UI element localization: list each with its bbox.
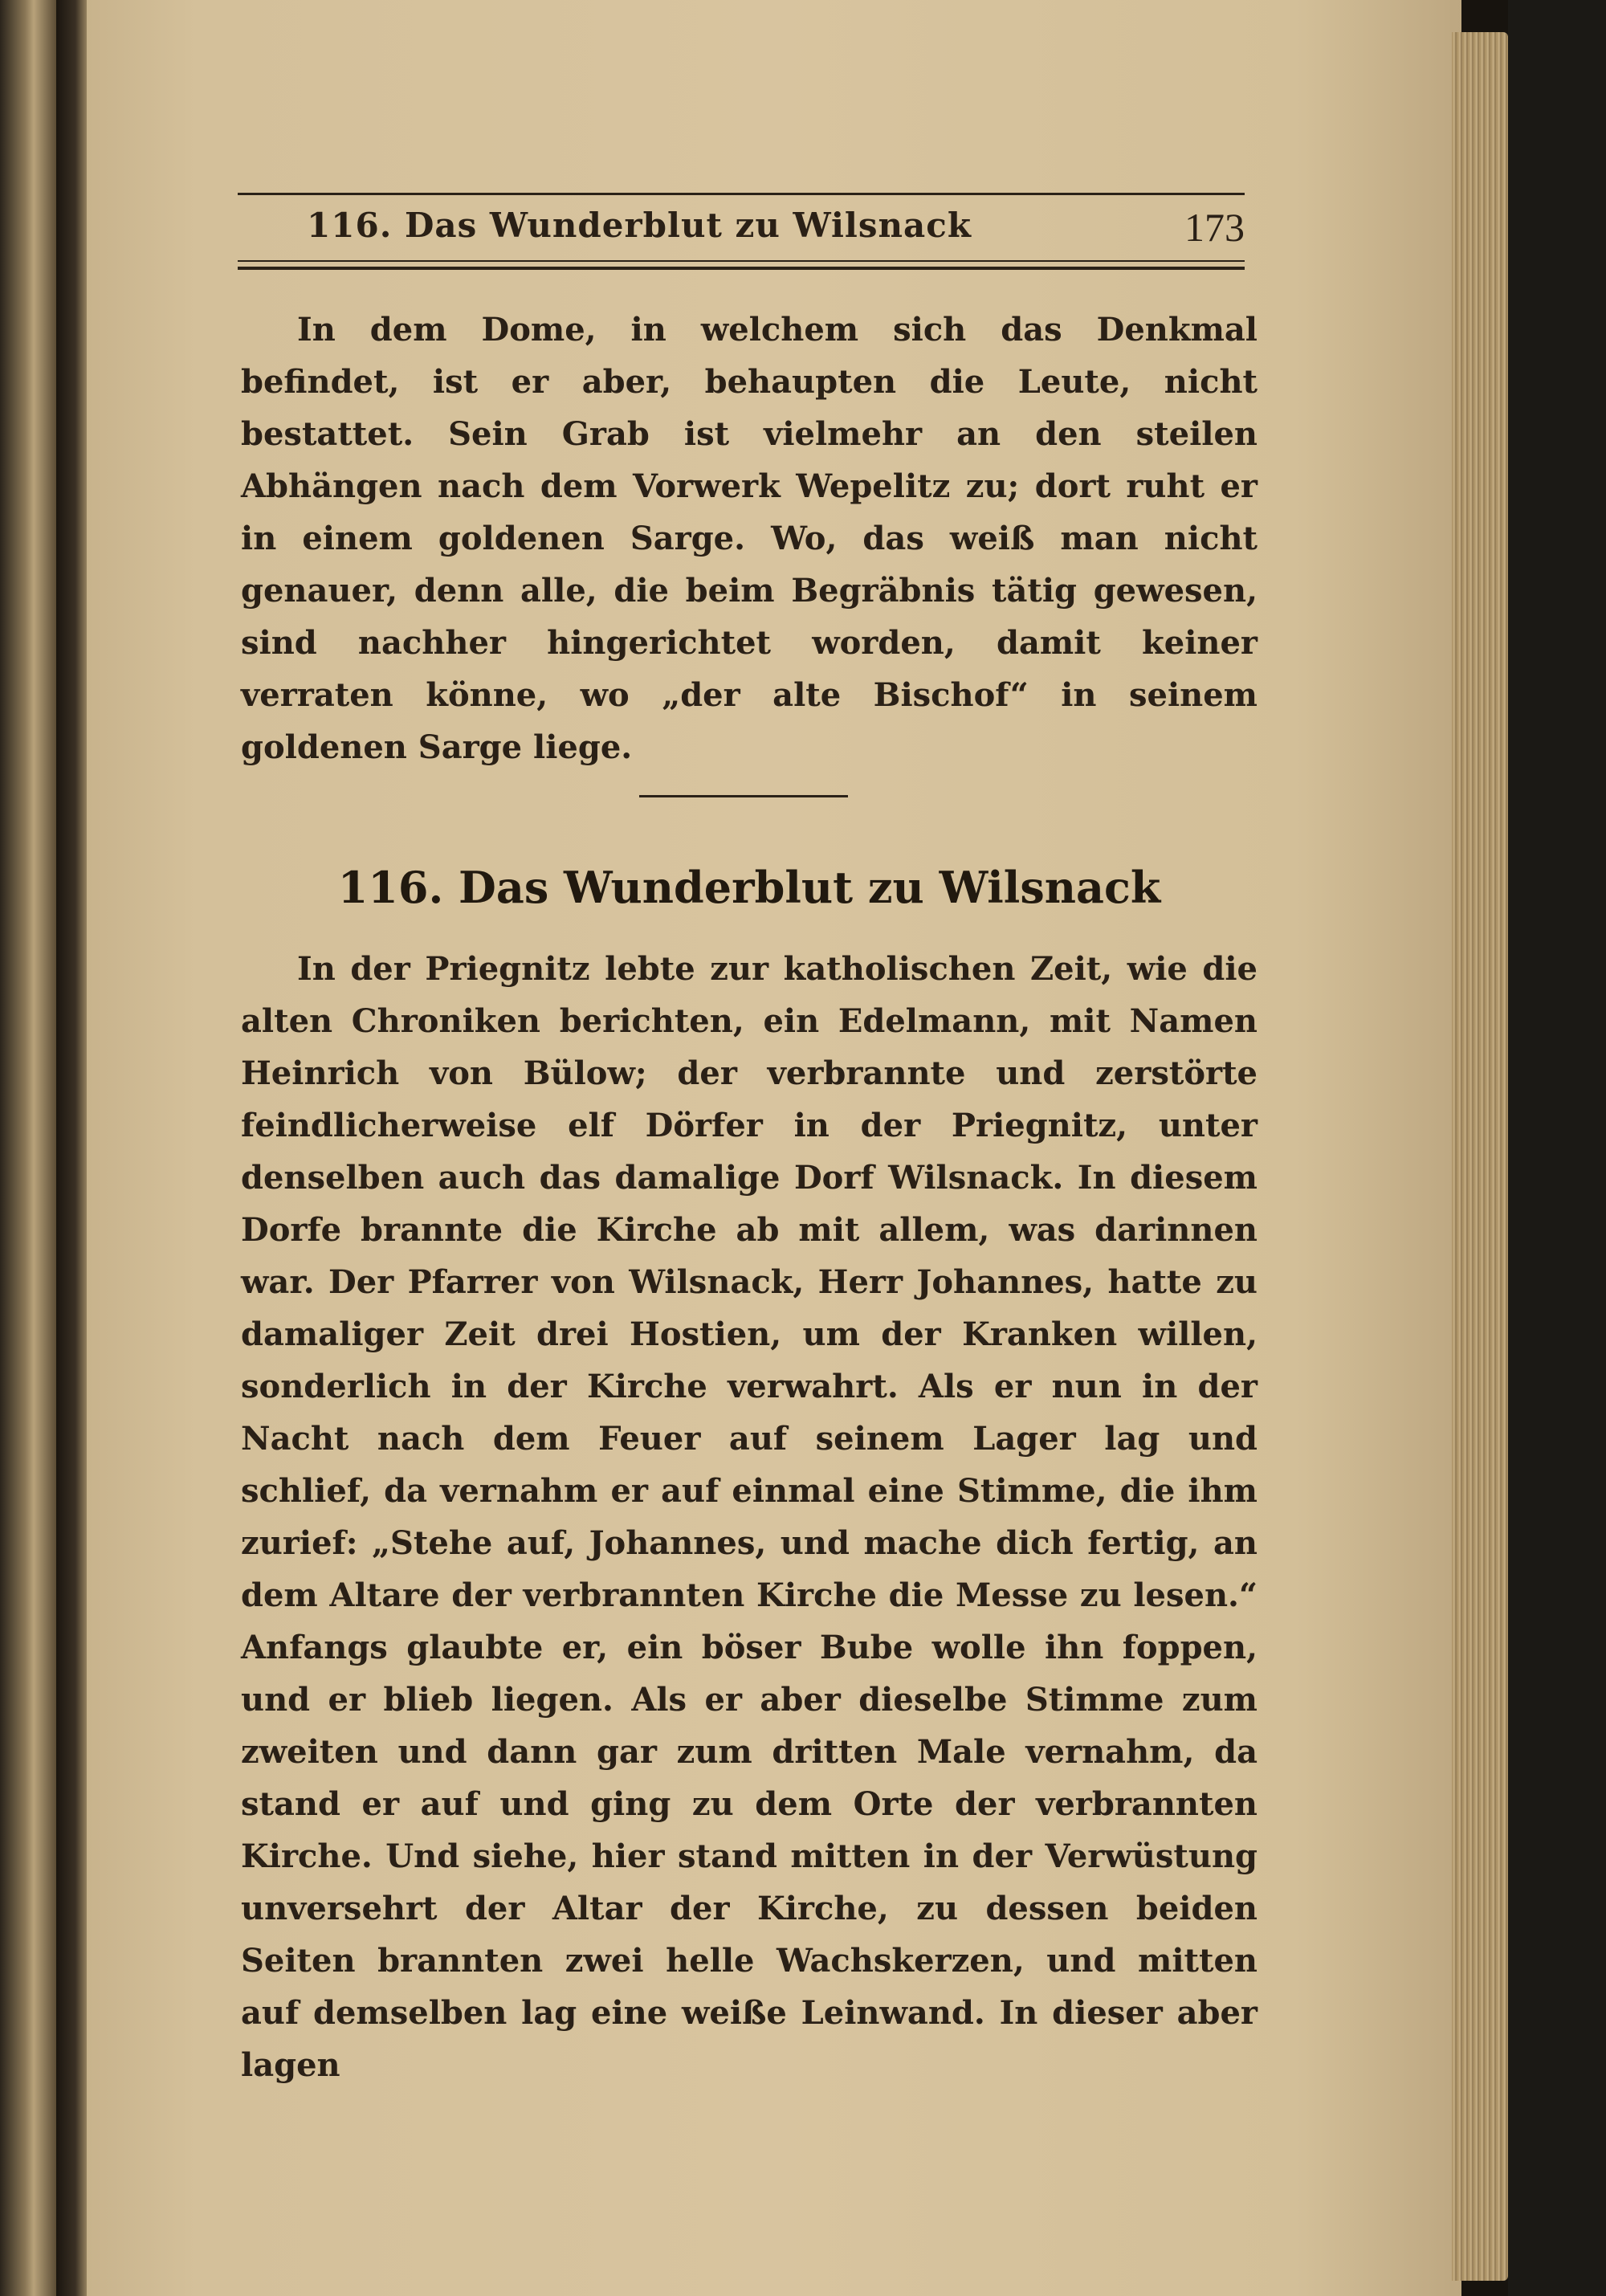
section-heading: 116. Das Wunderblut zu Wilsnack (337, 862, 1161, 913)
running-title: 116. Das Wunderblut zu Wilsnack (307, 206, 972, 245)
section-paragraph: In der Priegnitz lebte zur katholischen Zeit, wie die alten Chroniken berichten, ein Edelmann, mit Namen Heinrich von Bülow; der verbrannte und zerstörte feindlicherweise elf Dörfer in der Priegnitz, unter denselben auch das damalige Dorf Wilsnack. In diesem Dorfe brannte die Kirche ab mit allem, was darinnen war. Der Pfarrer von Wilsnack, Herr Johannes, hatte zu damaliger Zeit drei Hostien, um der Kranken willen, sonderlich in der Kirche verwahrt. Als er nun in der Nacht nach dem Feuer auf seinem Lager lag und schlief, da vernahm er auf einmal eine Stimme, die ihm zurief: „Stehe auf, Johannes, und mache dich fertig, an dem Altare der verbrannten Kirche die Messe zu lesen.“ Anfangs glaubte er, ein böser Bube wolle ihn foppen, und er blieb liegen. Als er aber dieselbe Stimme zum zweiten und dann gar zum dritten Male vernahm, da stand er auf und ging zu dem Orte der verbrannten Kirche. Und siehe, hier stand mitten in der Verwüstung unversehrt der Altar der Kirche, zu dessen beiden Seiten brannten zwei helle Wachskerzen, und mitten auf demselben lag eine weiße Leinwand. In dieser aber lagen (241, 950, 1257, 2084)
page-number: 173 (1184, 205, 1245, 250)
header-rule-bottom (238, 260, 1245, 262)
header-rule-bottom-thick (238, 267, 1245, 270)
book-gutter (56, 0, 88, 2296)
header-rule-top (238, 193, 1245, 195)
page-edges (1452, 32, 1508, 2281)
section-divider (639, 795, 848, 797)
left-page-edge (0, 0, 56, 2296)
page-header (238, 193, 1245, 273)
previous-section-paragraph: In dem Dome, in welchem sich das Denkmal befindet, ist er aber, behaupten die Leute, nicht bestattet. Sein Grab ist vielmehr an den steilen Abhängen nach dem Vorwerk Wepelitz zu; dort ruht er in einem goldenen Sarge. Wo, das weiß man nicht genauer, denn alle, die beim Begräbnis tätig gewesen, sind nachher hingerichtet worden, damit keiner verraten könne, wo „der alte Bischof“ in seinem goldenen Sarge liege. (241, 311, 1257, 766)
book-cover-edge (1508, 0, 1606, 2296)
